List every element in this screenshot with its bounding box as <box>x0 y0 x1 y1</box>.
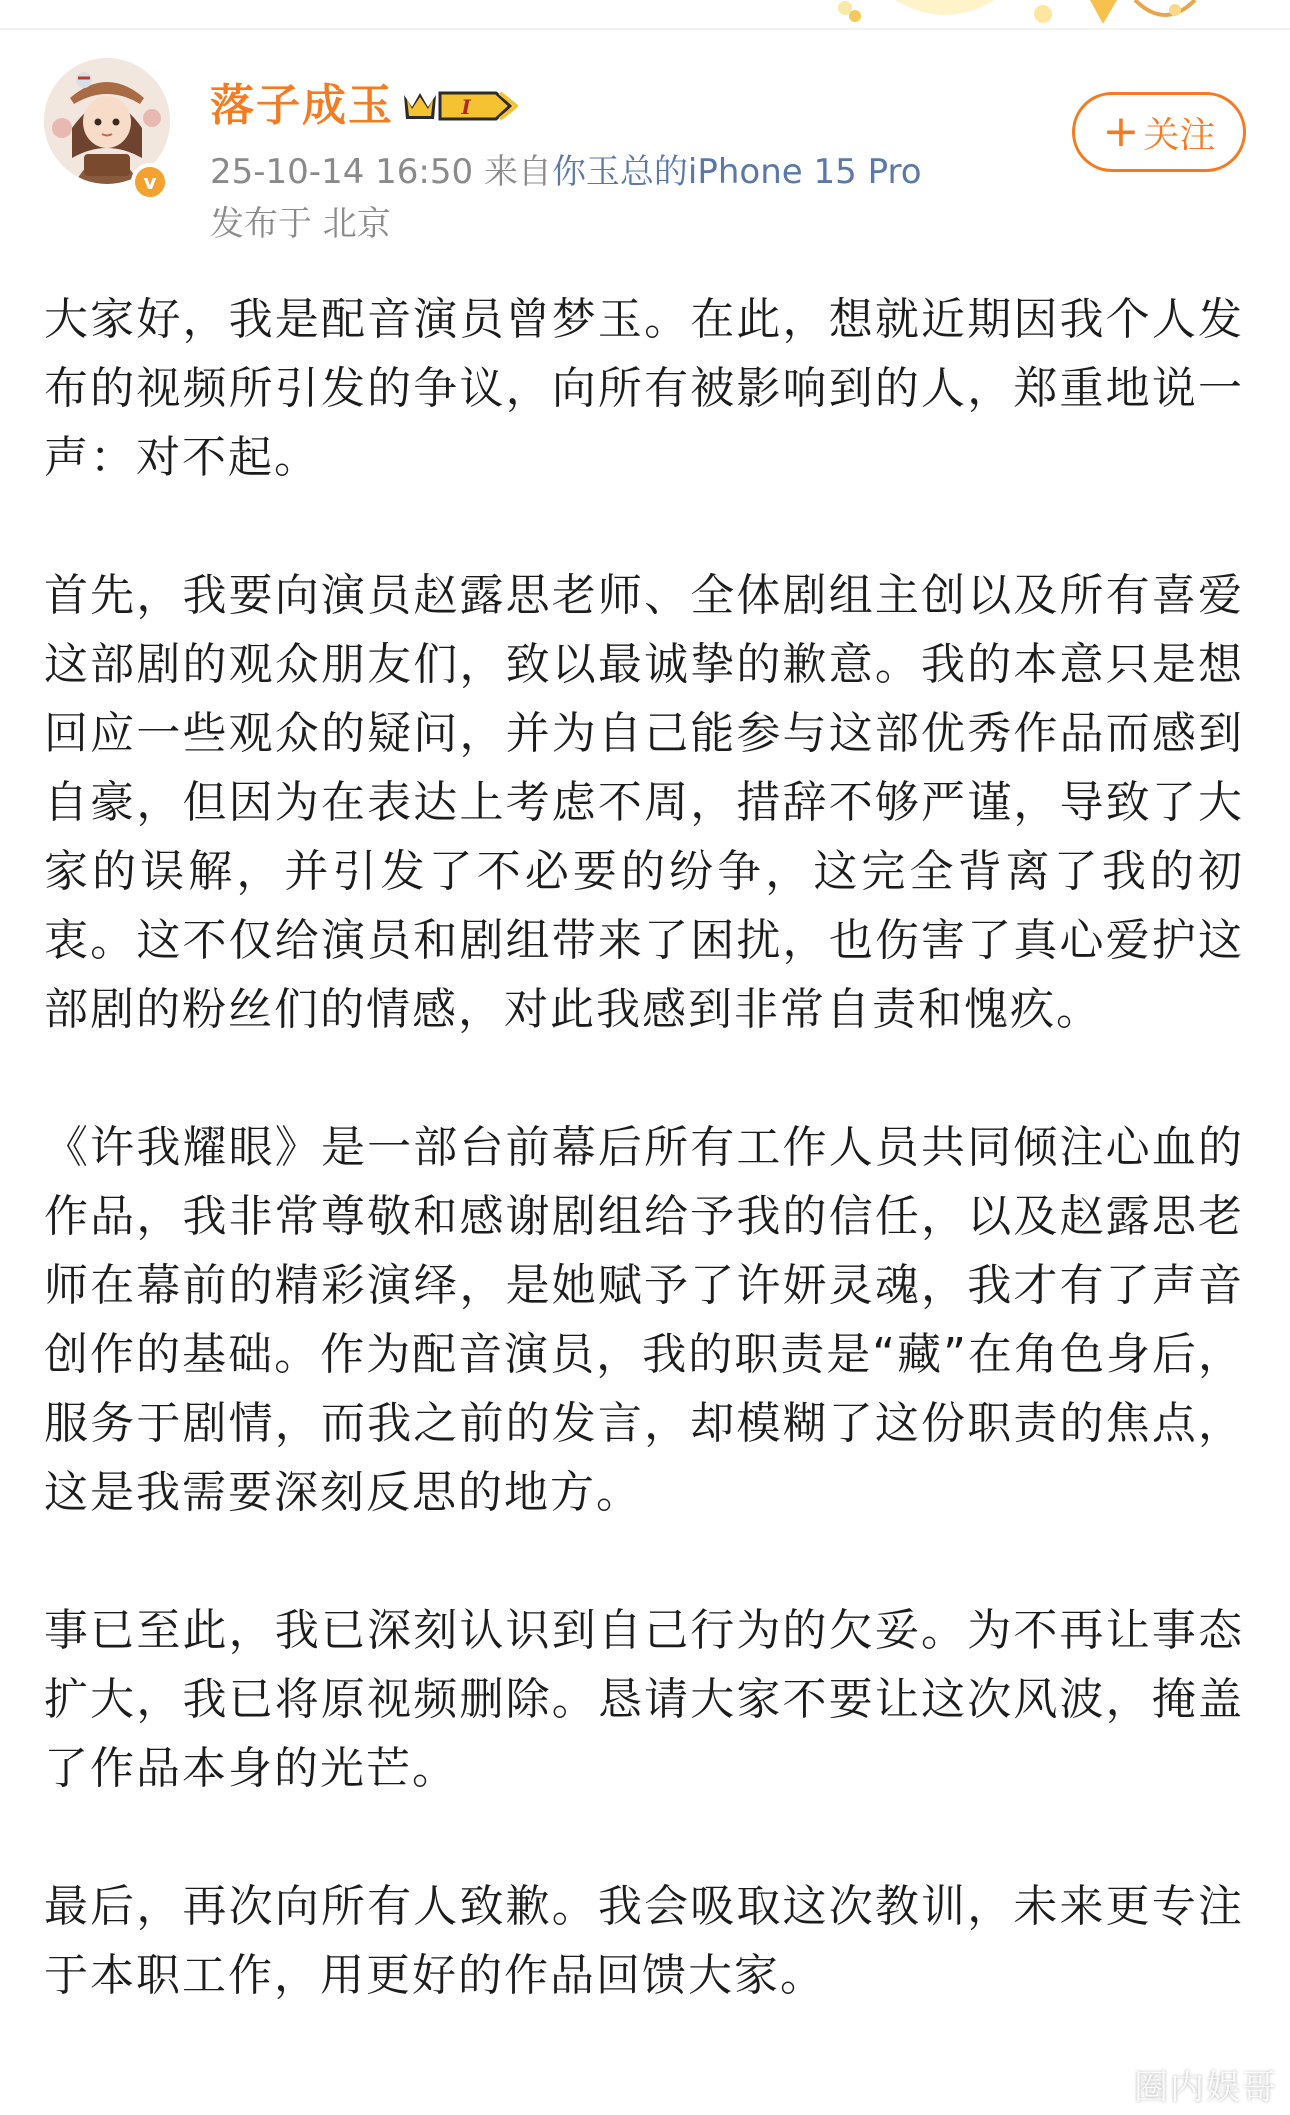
source-device-link[interactable]: 你玉总的iPhone 15 Pro <box>551 152 922 192</box>
vip-crown-badge-icon[interactable] <box>400 85 518 127</box>
username[interactable]: 落子成玉 <box>210 80 394 131</box>
banner-decoration-icon <box>835 0 1215 30</box>
watermark: 圈内娱哥 <box>1134 2068 1278 2108</box>
post-location: 发布于 北京 <box>210 204 391 244</box>
post-header <box>0 40 1290 260</box>
verified-mark: v <box>143 170 157 194</box>
plus-icon: + <box>1102 106 1140 157</box>
post-paragraph-1: 大家好，我是配音演员曾梦玉。在此，想就近期因我个人发布的视频所引发的争议，向所有被影响到的人，郑重地说一声：对不起。 <box>44 294 1244 483</box>
top-banner-strip <box>0 0 1290 30</box>
post-body <box>44 285 1244 2010</box>
follow-button[interactable] <box>1072 92 1246 172</box>
verified-badge-icon <box>131 163 169 201</box>
post-paragraph-2: 首先，我要向演员赵露思老师、全体剧组主创以及所有喜爱这部剧的观众朋友们，致以最诚挚的歉意。我的本意只是想回应一些观众的疑问，并为自己能参与这部优秀作品而感到自豪，但因为在表达上考虑不周，措辞不够严谨，导致了大家的误解，并引发了不必要的纷争，这完全背离了我的初衷。这不仅给演员和剧组带来了困扰，也伤害了真心爱护这部剧的粉丝们的情感，对此我感到非常自责和愧疚。 <box>44 570 1244 1035</box>
follow-label: 关注 <box>1143 114 1216 156</box>
vip-level-text: I <box>461 95 471 119</box>
post-paragraph-4: 事已至此，我已深刻认识到自己行为的欠妥。为不再让事态扩大，我已将原视频删除。恳请大家不要让这次风波，掩盖了作品本身的光芒。 <box>44 1605 1244 1794</box>
top-divider <box>0 28 1290 30</box>
post-paragraph-3: 《许我耀眼》是一部台前幕后所有工作人员共同倾注心血的作品，我非常尊敬和感谢剧组给予我的信任，以及赵露思老师在幕前的精彩演绎，是她赋予了许妍灵魂，我才有了声音创作的基础。作为配音演员，我的职责是“藏”在角色身后，服务于剧情，而我之前的发言，却模糊了这份职责的焦点，这是我需要深刻反思的地方。 <box>44 1122 1244 1518</box>
post-meta <box>210 152 922 193</box>
source-prefix: 来自 <box>483 152 552 192</box>
post-paragraph-5: 最后，再次向所有人致歉。我会吸取这次教训，未来更专注于本职工作，用更好的作品回馈大家。 <box>44 1881 1244 2001</box>
post-timestamp: 25-10-14 16:50 <box>210 152 474 192</box>
